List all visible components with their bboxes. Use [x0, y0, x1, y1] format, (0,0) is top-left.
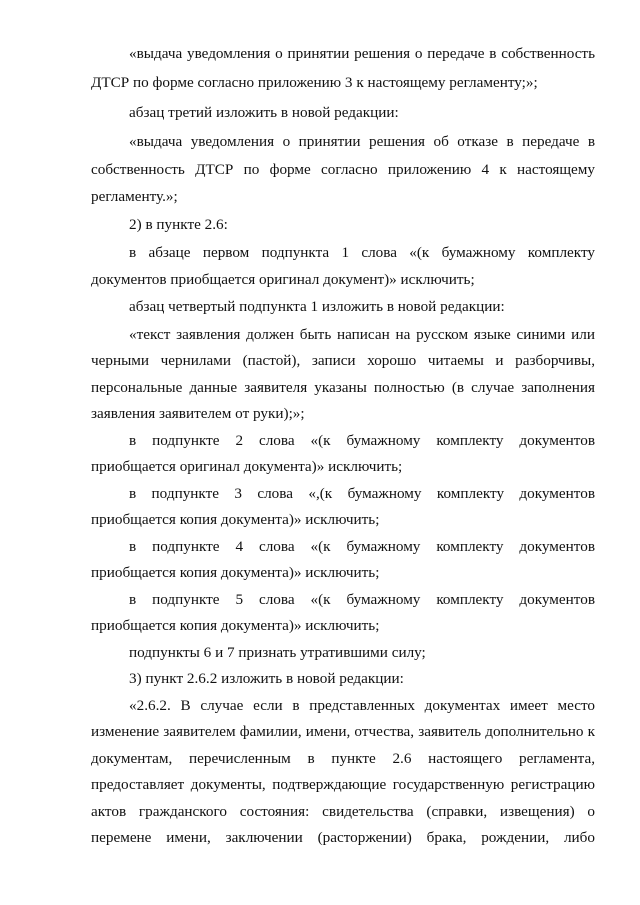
text-line: «текст заявления должен быть написан на русском языке синими или	[129, 326, 595, 343]
text-line: в подпункте 4 слова «(к бумажному комплекту документов	[129, 538, 595, 555]
text-line: документам, перечисленным в пункте 2.6 настоящего регламента,	[91, 750, 595, 767]
text-line: 3) пункт 2.6.2 изложить в новой редакции:	[129, 670, 404, 687]
text-line: в подпункте 2 слова «(к бумажному комплекту документов	[129, 432, 595, 449]
text-line: приобщается копия документа)» исключить;	[91, 617, 380, 634]
text-line: предоставляет документы, подтверждающие государственную регистрацию	[91, 776, 595, 793]
text-line: абзац третий изложить в новой редакции:	[129, 104, 399, 121]
text-line: «2.6.2. В случае если в представленных документах имеет место	[129, 697, 595, 714]
text-line: подпункты 6 и 7 признать утратившими силу;	[129, 644, 426, 661]
text-line: черными чернилами (пастой), записи хорошо читаемы и разборчивы,	[91, 352, 595, 369]
text-line: «выдача уведомления о принятии решения о передаче в собственность	[129, 45, 595, 62]
text-line: документов приобщается оригинал документ)» исключить;	[91, 271, 475, 288]
text-line: регламенту.»;	[91, 188, 178, 205]
text-line: в абзаце первом подпункта 1 слова «(к бумажному комплекту	[129, 244, 595, 261]
text-line: изменение заявителем фамилии, имени, отчества, заявитель дополнительно к	[91, 723, 595, 740]
text-line: приобщается копия документа)» исключить;	[91, 564, 380, 581]
text-line: персональные данные заявителя указаны полностью (в случае заполнения	[91, 379, 595, 396]
text-line: 2) в пункте 2.6:	[129, 216, 228, 233]
text-line: приобщается копия документа)» исключить;	[91, 511, 380, 528]
text-line: перемене имени, заключении (расторжении) брака, рождении, либо	[91, 829, 595, 846]
text-line: актов гражданского состояния: свидетельства (справки, извещения) о	[91, 803, 595, 820]
text-line: «выдача уведомления о принятии решения об отказе в передаче в	[129, 133, 595, 150]
text-line: в подпункте 3 слова «,(к бумажному комплекту документов	[129, 485, 595, 502]
text-line: абзац четвертый подпункта 1 изложить в новой редакции:	[129, 298, 505, 315]
text-line: ДТСР по форме согласно приложению 3 к настоящему регламенту;»;	[91, 74, 538, 91]
text-line: заявления заявителем от руки);»;	[91, 405, 305, 422]
text-line: приобщается оригинал документа)» исключить;	[91, 458, 403, 475]
text-line: в подпункте 5 слова «(к бумажному комплекту документов	[129, 591, 595, 608]
text-line: собственность ДТСР по форме согласно приложению 4 к настоящему	[91, 161, 595, 178]
